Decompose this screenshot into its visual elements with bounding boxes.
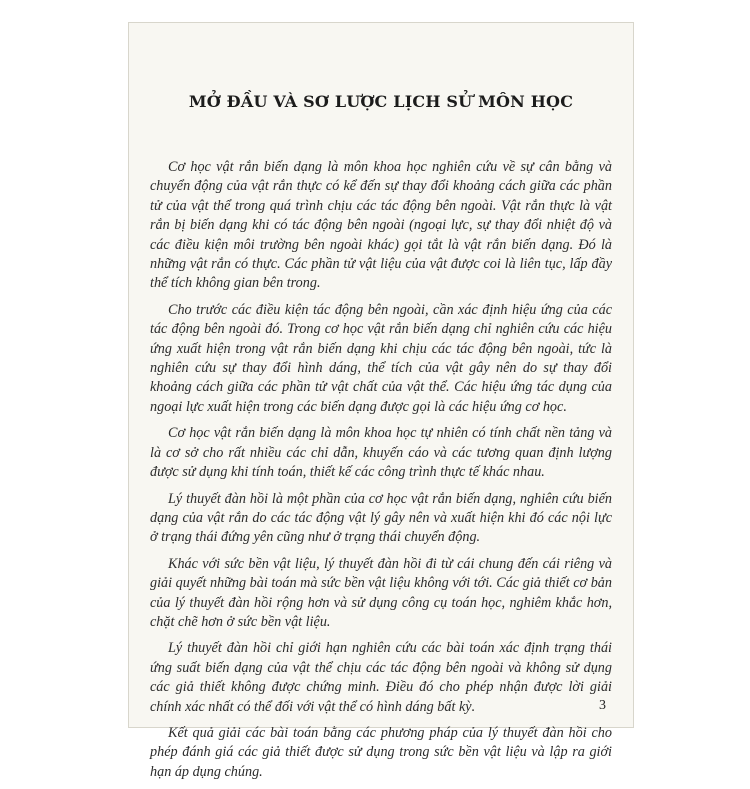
paragraph-2: Cho trước các điều kiện tác động bên ngoài, cần xác định hiệu ứng của các tác động bên ngoài đó. Trong cơ học vật rắn biến dạng chỉ nghiên cứu các hiệu ứng xuất hiện trong vật rắn biến dạng khi chịu các tác động bên ngoài, tức là nghiên cứu sự thay đổi hình dáng, thể tích của vật gây nên do sự thay đổi khoảng cách giữa các phần tử vật chất của vật thể. Các hiệu ứng tác dụng của ngoại lực xuất hiện trong các biến dạng được gọi là các hiệu ứng cơ học. — [150, 301, 612, 415]
paragraph-7: Kết quả giải các bài toán bằng các phương pháp của lý thuyết đàn hồi cho phép đánh giá các giả thiết được sử dụng trong sức bền vật liệu và lập ra giới hạn áp dụng chúng. — [150, 724, 612, 780]
paragraph-1: Cơ học vật rắn biến dạng là môn khoa học nghiên cứu về sự cân bằng và chuyển động của vật rắn thực có kể đến sự thay đổi khoảng cách giữa các phần tử của vật thể trong quá trình chịu các tác động bên ngoài. Vật rắn thực là vật rắn bị biến dạng khi có tác động bên ngoài (ngoại lực, sự thay đổi nhiệt độ và các điều kiện môi trường bên ngoài khác) gọi tắt là vật rắn biến dạng. Đó là những vật rắn có thực. Các phần tử vật liệu của vật được coi là liên tục, lấp đầy thể tích không gian bên trong. — [150, 159, 612, 292]
paragraph-6: Lý thuyết đàn hồi chỉ giới hạn nghiên cứu các bài toán xác định trạng thái ứng suất biến dạng của vật thể chịu các tác động bên ngoài và không sử dụng các giả thiết không được chứng minh. Điều đó cho phép nhận được lời giải chính xác nhất có thể đối với vật thể có hình dáng bất kỳ. — [150, 640, 612, 715]
paragraph-4: Lý thuyết đàn hồi là một phần của cơ học vật rắn biến dạng, nghiên cứu biến dạng của vật rắn do các tác động vật lý gây nên và xuất hiện khi đó các nội lực ở trạng thái đứng yên cũng như ở trạng thái chuyển động. — [150, 490, 612, 546]
body-text — [150, 158, 612, 789]
paragraph-5: Khác với sức bền vật liệu, lý thuyết đàn hồi đi từ cái chung đến cái riêng và giải quyết những bài toán mà sức bền vật liệu không với tới. Các giả thiết cơ bản của lý thuyết đàn hồi rộng hơn và sử dụng công cụ toán học, nghiêm khắc hơn, chặt chẽ hơn ở sức bền vật liệu. — [150, 555, 612, 630]
book-page — [128, 22, 634, 780]
page-number: 3 — [599, 698, 606, 713]
paragraph-3: Cơ học vật rắn biến dạng là môn khoa học tự nhiên có tính chất nền tảng và là cơ sở cho rất nhiều các chỉ dẫn, khuyến cáo và các tương quan định lượng được sử dụng khi tính toán, thiết kế các công trình thực tế khác nhau. — [150, 425, 612, 481]
chapter-title: MỞ ĐẦU VÀ SƠ LƯỢC LỊCH SỬ MÔN HỌC — [188, 92, 574, 111]
